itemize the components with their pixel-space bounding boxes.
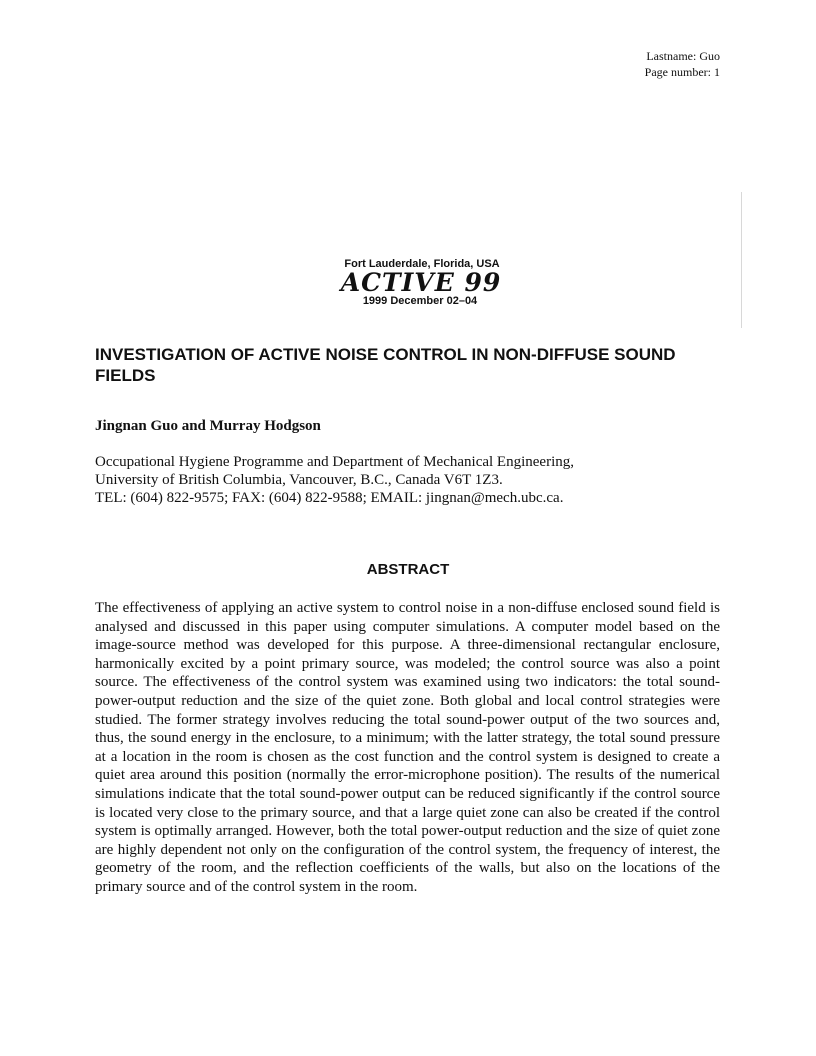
conference-name: ACTIVE 99	[340, 268, 502, 297]
header-page-number: Page number: 1	[644, 65, 720, 79]
header-lastname: Lastname: Guo	[646, 49, 720, 63]
affiliation-line-address: University of British Columbia, Vancouver, B.C., Canada V6T 1Z3.	[95, 472, 503, 488]
paper-authors: Jingnan Guo and Murray Hodgson	[95, 418, 321, 434]
paper-title: INVESTIGATION OF ACTIVE NOISE CONTROL IN NON-DIFFUSE SOUND FIELDS	[95, 345, 676, 385]
affiliation-line-contact: TEL: (604) 822-9575; FAX: (604) 822-9588; EMAIL: jingnan@mech.ubc.ca.	[95, 490, 564, 506]
abstract-heading: ABSTRACT	[366, 561, 450, 578]
abstract-text: The effectiveness of applying an active system to control noise in a non-diffuse enclosed sound field is analysed and discussed in this paper using computer simulations. A computer model based on the image-source method was developed for this purpose. A three-dimensional rectangular enclosure, harmonically excited by a point primary source, was modeled; the control source was also a point source. The effectiveness of the control system was examined using two indicators: the total sound-power-output reduction and the size of the quiet zone. Both global and local control strategies were studied. The former strategy involves reducing the total sound-power output of the two sources and, thus, the sound energy in the enclosure, to a minimum; with the latter strategy, the total sound pressure at a location in the room is chosen as the cost function and the control system is designed to create a quiet area around this position (normally the error-microphone position). The results of the numerical simulations indicate that the total sound-power output can be reduced significantly if the control source is located very close to the primary source, and that a large quiet zone can also be created if the control system is optimally arranged. However, both the total power-output reduction and the size of quiet zone are highly dependent not only on the configuration of the control system, the frequency of interest, the geometry of the room, and the reflection coefficients of the walls, but also on the locations of the primary source and of the control system in the room.	[95, 600, 720, 895]
page-header-meta	[645, 48, 720, 80]
conference-location: Fort Lauderdale, Florida, USA	[344, 258, 500, 270]
author-affiliation	[95, 453, 574, 507]
affiliation-line-department: Occupational Hygiene Programme and Department of Mechanical Engineering,	[95, 454, 574, 470]
conference-dates: 1999 December 02–04	[362, 295, 478, 307]
conference-banner	[0, 258, 816, 308]
